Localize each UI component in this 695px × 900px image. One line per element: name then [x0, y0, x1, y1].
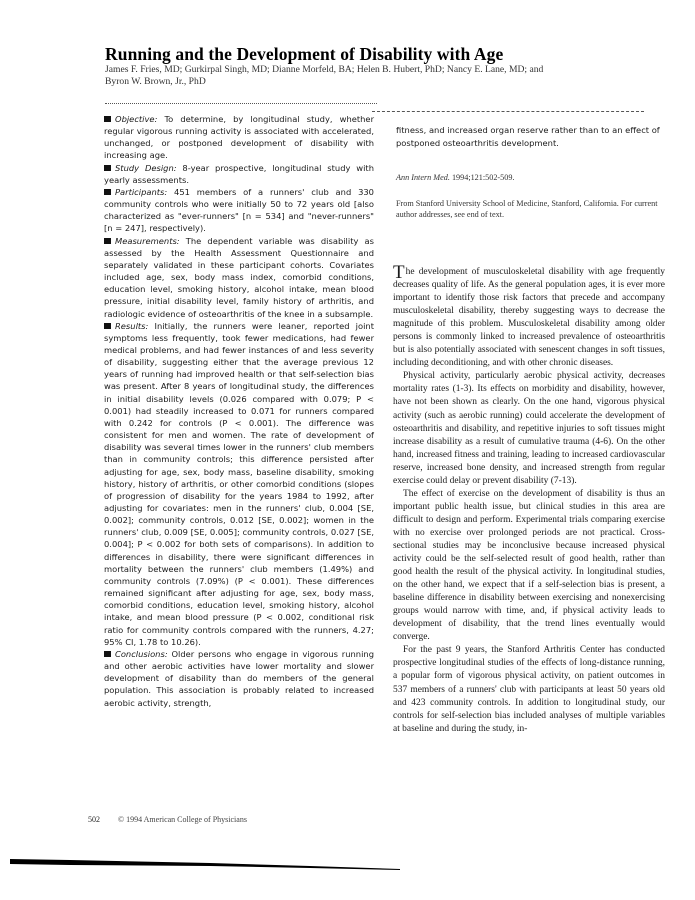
- article-title: Running and the Development of Disability with Age: [105, 44, 504, 64]
- abstract-label: Objective:: [115, 114, 158, 124]
- journal-name: Ann Intern Med.: [396, 173, 450, 182]
- abstract-label: Measurements:: [115, 235, 180, 246]
- drop-cap: T: [393, 262, 405, 283]
- copyright-notice: © 1994 American College of Physicians: [118, 815, 247, 824]
- abstract-label: Study Design:: [115, 162, 177, 173]
- abstract-label: Results:: [115, 320, 149, 331]
- scan-artifact-streak: [10, 858, 400, 872]
- bullet-square-icon: [104, 165, 111, 171]
- bullet-square-icon: [104, 116, 111, 122]
- abstract-study-design: Study Design: 8-year prospective, longitudinal study with yearly assessments.: [104, 162, 374, 185]
- abstract-results: Results: Initially, the runners were leaner, reported joint symptoms less frequently, took fewer medications, had fewer medical problems, and had fewer instances of and less severity of disability, suggesting either that the average previous 12 years of running had improved health or that self-selection bias was present. After 8 years of longitudinal study, the differences in initial disability levels (0.026 compared with 0.079; P < 0.001) had steadily increased to 0.071 for runners compared with 0.242 for controls (P < 0.001). The difference was consistent for men and women. The rate of development of disability was several times lower in the runners' club members than in community controls; this difference persisted after adjusting for age, sex, body mass, baseline disability, smoking history, history of arthritis, or other comorbid conditions (slopes of progression of disability for the years 1984 to 1992, after adjusting for covariates: men in the runners' club, 0.004 [SE, 0.002]; community controls, 0.012 [SE, 0.002]; women in the runners' club, 0.009 [SE, 0.005]; community controls, 0.027 [SE, 0.004]; P < 0.002 for both sets of comparisons). In addition to differences in disability, there were significant differences in mortality between the runners' club members (1.49%) and community controls (7.09%) (P < 0.001). These differences remained significant after adjusting for age, sex, body mass, comorbid conditions, education level, smoking history, alcohol intake, and mean blood pressure (P < 0.002, conditional risk ratio for community controls compared with the runners, 4.27; 95% CI, 1.78 to 10.26).: [104, 320, 374, 647]
- bullet-square-icon: [104, 323, 111, 329]
- journal-citation: [396, 173, 666, 182]
- page-footer: [88, 815, 388, 824]
- abstract-label: Conclusions:: [115, 648, 168, 659]
- body-paragraph: Physical activity, particularly aerobic physical activity, decreases mortality rates (1-3). Its effects on morbidity and disability, however, have not been shown as clearly. On the one hand, vigorous physical activity (such as aerobic running) could accelerate the development of osteoarthritis and disability, and repetitive injuries to soft tissues might increase disability as a result of cumulative trauma (4-6). On the other hand, increased fitness and training, leading to increased cardiovascular reserve, increased bone density, and increased strength from regular exercise could delay or prevent disability (7-13).: [393, 371, 665, 486]
- bullet-square-icon: [104, 189, 111, 195]
- article-body: [393, 262, 665, 736]
- body-paragraph: The effect of exercise on the development of disability is thus an important public health issue, but clinical studies in this area are difficult to design and perform. Experimental trials comparing exercise with no exercise over prolonged periods are not practical. Cross-sectional studies may be inconclusive because increased physical activity could be the self-selected result of good health, rather than good health the result of the physical activity. In longitudinal studies, on the other hand, we expect that if a self-selection bias is present, a baseline difference in disability between exercising and nonexercising groups would narrow with time, and, if physical activity leads to development of disability, that the trend lines eventually would converge.: [393, 488, 665, 643]
- body-paragraph: The development of musculoskeletal disability with age frequently decreases quality of life. As the general population ages, it is ever more important to identify those risk factors that precede and accompany musculoskeletal disability, thereby suggesting ways to decrease the magnitude of this problem. Musculoskeletal disability among older persons is commonly linked to increased prevalence of osteoarthritis but is also potentially associated with senescent changes in soft tissues, including deconditioning, and with other chronic diseases.: [393, 262, 665, 369]
- body-paragraph: For the past 9 years, the Stanford Arthritis Center has conducted prospective longitudinal studies of the effects of long-distance running, a popular form of vigorous physical activity, on patient outcomes in 537 members of a runners' club with participants at least 50 years old and 423 community controls. In addition to longitudinal study, our controls for self-selection bias included analyses of multiple variables at baseline and during the study, in-: [393, 645, 665, 734]
- abstract-continuation: fitness, and increased organ reserve rather than to an effect of postponed osteoarthritis development.: [396, 125, 660, 148]
- abstract-conclusions: Conclusions: Older persons who engage in vigorous running and other aerobic activities have lower mortality and slower development of disability than do members of the general population. This association is probably related to increased aerobic activity, strength,: [104, 648, 374, 708]
- abstract-objective: Objective: To determine, by longitudinal study, whether regular vigorous running activity is associated with accelerated, unchanged, or postponed development of disability with increasing age.: [104, 114, 374, 161]
- author-list: James F. Fries, MD; Gurkirpal Singh, MD; Dianne Morfeld, BA; Helen B. Hubert, PhD; Nancy E. Lane, MD; and Byron W. Brown, Jr., PhD: [105, 64, 544, 87]
- section-divider-left: [105, 103, 377, 104]
- author-affiliation: From Stanford University School of Medicine, Stanford, California. For current author addresses, see end of text.: [396, 199, 658, 219]
- page-number: 502: [88, 815, 100, 824]
- citation-details: 1994;121:502-509.: [449, 173, 515, 182]
- section-divider-right: [372, 111, 644, 112]
- abstract-measurements: Measurements: The dependent variable was disability as assessed by the Health Assessment Questionnaire and separately validated in these participant cohorts. Covariates included age, sex, body mass index, comorbid conditions, education level, smoking history, alcohol intake, mean blood pressure, initial disability level, family history of arthritis, and radiologic evidence of osteoarthritis of the knee in a subsample.: [104, 235, 374, 319]
- abstract-label: Participants:: [115, 186, 168, 197]
- bullet-square-icon: [104, 238, 111, 244]
- bullet-square-icon: [104, 651, 111, 657]
- abstract-participants: Participants: 451 members of a runners' club and 330 community controls who were initially 50 to 72 years old [also characterized as "ever-runners" [n = 534] and "never-runners" [n = 247], respectively).: [104, 186, 374, 234]
- abstract: [104, 113, 374, 709]
